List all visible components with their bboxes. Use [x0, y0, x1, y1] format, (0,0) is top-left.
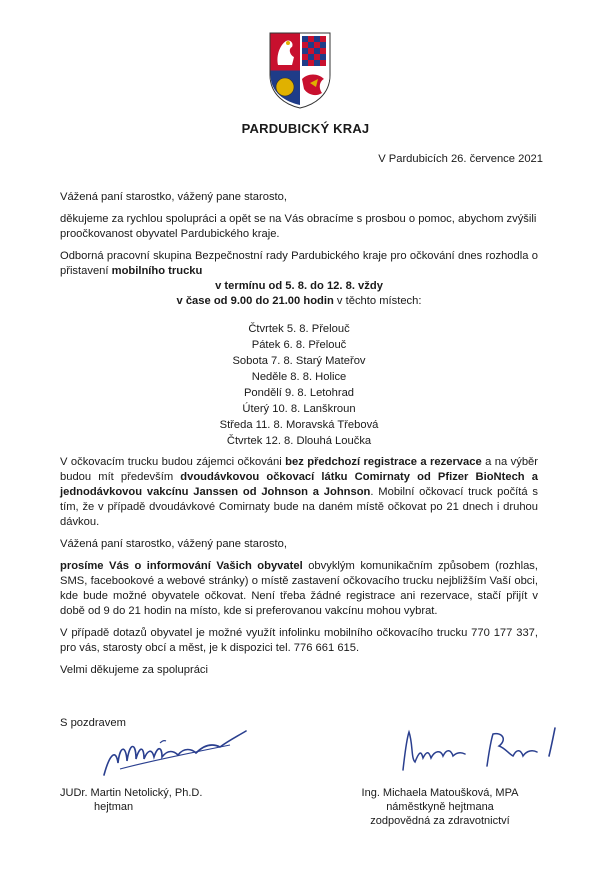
vaccines-bold-b: bez předchozí registrace a rezervace — [285, 456, 482, 468]
paragraph-request — [60, 559, 538, 619]
paragraph-decision — [60, 249, 538, 279]
time-line — [60, 294, 538, 309]
term-bold: v termínu od 5. 8. do 12. 8. vždy — [215, 280, 383, 292]
letter-body — [60, 190, 538, 685]
signer-name-right: Ing. Michaela Matoušková, MPA — [361, 787, 519, 799]
time-bold: v čase od 9.00 do 21.00 hodin — [176, 295, 334, 307]
decision-bold: mobilního trucku — [111, 265, 203, 277]
salutation-2: Vážená paní starostko, vážený pane starosto, — [60, 538, 287, 550]
paragraph-thanks: děkujeme za rychlou spolupráci a opět se na Vás obracíme s prosbou o pomoc, abychom zvýšili proočkovanost obyvatel Pardubického kraje. — [60, 213, 537, 240]
term-line — [60, 279, 538, 294]
signature-left-image — [100, 723, 250, 788]
request-bold: prosíme Vás o informování Vašich obyvatel — [60, 560, 303, 572]
schedule-item: Pondělí 9. 8. Letohrad — [243, 387, 355, 399]
paragraph-vaccines — [60, 455, 538, 530]
signer-role-left: hejtman — [94, 801, 134, 813]
schedule-item: Sobota 7. 8. Starý Mateřov — [232, 355, 366, 367]
vaccines-text-a: V očkovacím trucku budou zájemci očkováni — [60, 456, 286, 468]
signature-right-image — [395, 722, 565, 780]
salutation: Vážená paní starostko, vážený pane starosto, — [60, 191, 287, 203]
signer-role-right-1: náměstkyně hejtmana — [386, 801, 494, 813]
vaccines-text-e: . Mobilní očkovací truck počítá s tím, že v případě dvoudávkové Comirnaty bude na daném místě očkovat po 21 dnech i druhou dávkou. — [60, 486, 538, 528]
schedule-item: Středa 11. 8. Moravská Třebová — [219, 419, 379, 431]
coat-of-arms-icon — [268, 31, 332, 109]
schedule-item: Čtvrtek 12. 8. Dlouhá Loučka — [226, 435, 372, 447]
signature-right — [360, 786, 520, 828]
schedule-list — [60, 321, 538, 449]
paragraph-thanks-closing: Velmi děkujeme za spolupráci — [60, 664, 208, 676]
request-text: obvyklým komunikačním způsobem (rozhlas, SMS, facebookové a webové stránky) o místě zastavení očkovacího trucku nejbližším Vaší obci, kde bude možné obyvatele očkovat. Není třeba žádné registrace ani rezervace, stačí přijít v době od 9 do 21 hodin na místo, kde si preferovanou vakcínu mohou vybrat. — [60, 560, 538, 617]
paragraph-hotline: V případě dotazů obyvatel je možné využít infolinku mobilního očkovacího trucku 770 177 337, pro vás, starosty obcí a měst, je k dispozici tel. 776 661 615. — [60, 627, 538, 654]
schedule-item: Čtvrtek 5. 8. Přelouč — [248, 323, 350, 335]
schedule-item: Pátek 6. 8. Přelouč — [251, 339, 347, 351]
schedule-item: Úterý 10. 8. Lanškroun — [242, 403, 356, 415]
signer-role-right-2: zodpovědná za zdravotnictví — [370, 815, 510, 827]
closing-greeting: S pozdravem — [60, 717, 126, 729]
vaccines-bold-d: dvoudávkovou očkovací látku Comirnaty od Pfizer BioNtech a jednodávkovou vakcínu Janssen od Johnson a Johnson — [60, 471, 538, 498]
signature-left — [60, 786, 202, 814]
decision-text: Odborná pracovní skupina Bezpečnostní rady Pardubického kraje pro očkování dnes rozhodla o přistavení — [60, 250, 538, 277]
vaccines-text-c: a na výběr budou mít především — [60, 456, 538, 483]
time-rest: v těchto místech: — [333, 295, 422, 307]
signer-name-left: JUDr. Martin Netolický, Ph.D. — [60, 787, 203, 799]
date-line: V Pardubicích 26. července 2021 — [378, 153, 543, 165]
schedule-item: Neděle 8. 8. Holice — [251, 371, 347, 383]
document-title: PARDUBICKÝ KRAJ — [241, 121, 370, 136]
